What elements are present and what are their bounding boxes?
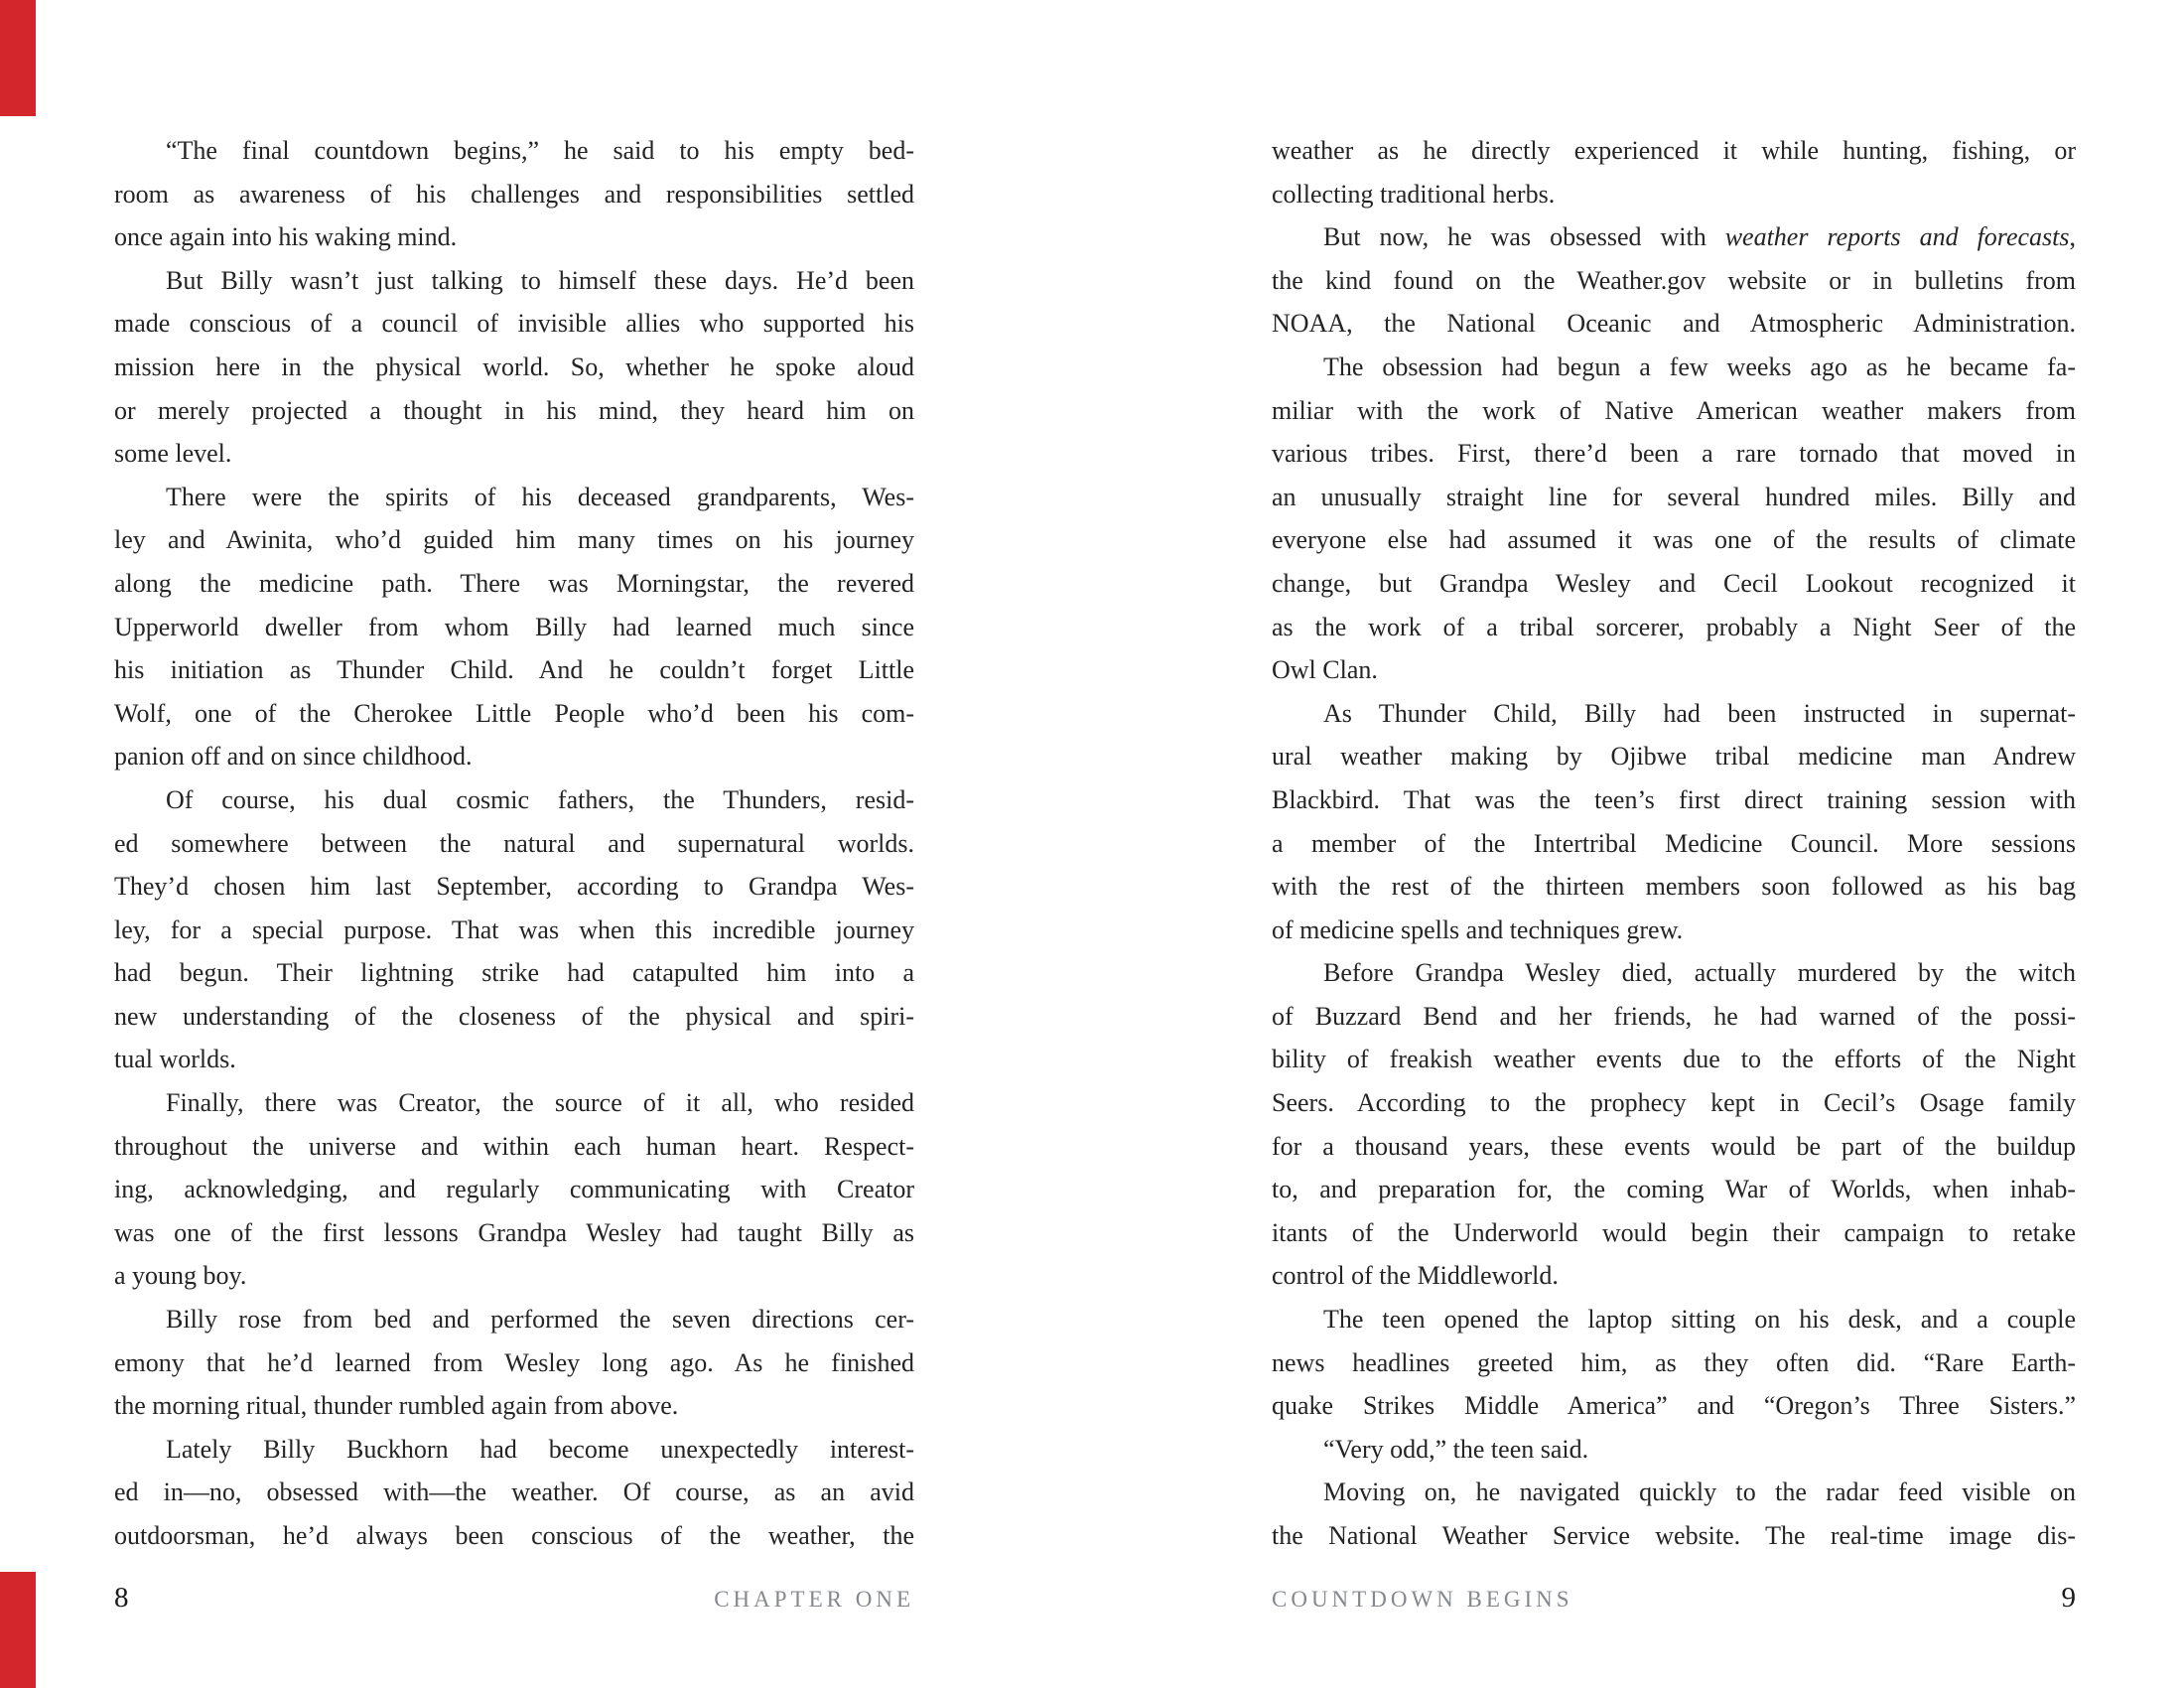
text-line: Blackbird. That was the teen’s first direct training session with <box>1272 784 2076 814</box>
paragraph <box>1272 692 2076 952</box>
page-8-text-column <box>114 129 914 1558</box>
text-line: tual worlds. <box>114 1045 236 1074</box>
text-line: throughout the universe and within each human heart. Respect- <box>114 1131 914 1161</box>
text-line: once again into his waking mind. <box>114 222 458 252</box>
paragraph <box>1272 346 2076 692</box>
text-line: They’d chosen him last September, according to Grandpa Wes- <box>114 872 914 902</box>
paragraph <box>1272 1298 2076 1428</box>
paragraph <box>1272 1471 2076 1557</box>
text-line: new understanding of the closeness of the physical and spiri- <box>114 1001 914 1031</box>
text-line: Lately Billy Buckhorn had become unexpectedly interest- <box>166 1434 914 1464</box>
running-head-left: CHAPTER ONE <box>714 1587 914 1612</box>
text-line: collecting traditional herbs. <box>1272 179 1556 209</box>
text-line: “Very odd,” the teen said. <box>1323 1434 1589 1464</box>
text-line: a member of the Intertribal Medicine Council. More sessions <box>1272 828 2076 858</box>
paragraph <box>1272 129 2076 215</box>
text-line: Moving on, he navigated quickly to the radar feed visible on <box>1323 1477 2076 1507</box>
text-line: his initiation as Thunder Child. And he couldn’t forget Little <box>114 655 914 685</box>
text-line: outdoorsman, he’d always been conscious of the weather, the <box>114 1521 914 1550</box>
red-cover-edge-bottom <box>0 1572 36 1688</box>
text-line: of medicine spells and techniques grew. <box>1272 914 1684 944</box>
text-line: the kind found on the Weather.gov website or in bulletins from <box>1272 265 2076 295</box>
text-line: had begun. Their lightning strike had catapulted him into a <box>114 958 914 988</box>
page-9-text-column <box>1272 129 2076 1558</box>
text-line: the morning ritual, thunder rumbled again from above. <box>114 1391 679 1421</box>
paragraph <box>114 1081 914 1298</box>
running-head-right: COUNTDOWN BEGINS <box>1272 1587 1573 1612</box>
text-line: The teen opened the laptop sitting on his desk, and a couple <box>1323 1305 2076 1335</box>
text-line: The obsession had begun a few weeks ago as he became fa- <box>1323 352 2076 381</box>
text-line: weather as he directly experienced it while hunting, fishing, or <box>1272 136 2076 165</box>
text-line: Wolf, one of the Cherokee Little People who’d been his com- <box>114 698 914 728</box>
text-line: an unusually straight line for several hundred miles. Billy and <box>1272 482 2076 511</box>
text-line: a young boy. <box>114 1261 247 1291</box>
text-line: news headlines greeted him, as they often did. “Rare Earth- <box>1272 1347 2076 1377</box>
page-8-footer <box>114 1582 914 1615</box>
text-line: along the medicine path. There was Morningstar, the revered <box>114 568 914 598</box>
text-line: for a thousand years, these events would be part of the buildup <box>1272 1131 2076 1161</box>
text-line: Seers. According to the prophecy kept in Cecil’s Osage family <box>1272 1088 2076 1118</box>
text-line: various tribes. First, there’d been a rare tornado that moved in <box>1272 439 2076 469</box>
text-line: everyone else had assumed it was one of the results of climate <box>1272 525 2076 555</box>
text-line: or merely projected a thought in his mind, they heard him on <box>114 395 914 425</box>
text-line: ley, for a special purpose. That was when this incredible journey <box>114 914 914 944</box>
paragraph <box>1272 1428 2076 1472</box>
text-line: ley and Awinita, who’d guided him many times on his journey <box>114 525 914 555</box>
text-line: NOAA, the National Oceanic and Atmospheric Administration. <box>1272 309 2076 339</box>
paragraph <box>114 778 914 1081</box>
text-line: with the rest of the thirteen members soon followed as his bag <box>1272 872 2076 902</box>
text-line: ed in—no, obsessed with—the weather. Of course, as an avid <box>114 1477 914 1507</box>
text-line: There were the spirits of his deceased grandparents, Wes- <box>166 482 914 511</box>
paragraph <box>1272 951 2076 1298</box>
paragraph <box>114 476 914 778</box>
paragraph <box>114 129 914 259</box>
red-cover-edge-top <box>0 0 36 116</box>
text-line: ed somewhere between the natural and supernatural worlds. <box>114 828 914 858</box>
text-line: change, but Grandpa Wesley and Cecil Lookout recognized it <box>1272 568 2076 598</box>
paragraph <box>114 259 914 476</box>
text-line: ing, acknowledging, and regularly communicating with Creator <box>114 1175 914 1204</box>
text-line: some level. <box>114 439 232 469</box>
paragraph <box>114 1428 914 1558</box>
text-line: made conscious of a council of invisible allies who supported his <box>114 309 914 339</box>
text-line: quake Strikes Middle America” and “Oregon’s Three Sisters.” <box>1272 1391 2076 1421</box>
text-line: of Buzzard Bend and her friends, he had warned of the possi- <box>1272 1001 2076 1031</box>
text-line: But now, he was obsessed with weather reports and forecasts, <box>1323 222 2076 252</box>
text-line: Finally, there was Creator, the source of it all, who resided <box>166 1088 914 1118</box>
text-line: panion off and on since childhood. <box>114 742 473 772</box>
text-line: Billy rose from bed and performed the seven directions cer- <box>166 1305 914 1335</box>
text-line: ural weather making by Ojibwe tribal medicine man Andrew <box>1272 742 2076 772</box>
text-line: itants of the Underworld would begin their campaign to retake <box>1272 1217 2076 1247</box>
text-line: as the work of a tribal sorcerer, probably a Night Seer of the <box>1272 612 2076 641</box>
text-line: control of the Middleworld. <box>1272 1261 1559 1291</box>
text-line: Of course, his dual cosmic fathers, the Thunders, resid- <box>166 784 914 814</box>
text-line: But Billy wasn’t just talking to himself these days. He’d been <box>166 265 914 295</box>
text-line: to, and preparation for, the coming War of Worlds, when inhab- <box>1272 1175 2076 1204</box>
text-line: Upperworld dweller from whom Billy had learned much since <box>114 612 914 641</box>
paragraph <box>114 1298 914 1428</box>
text-line: room as awareness of his challenges and responsibilities settled <box>114 179 914 209</box>
text-line: mission here in the physical world. So, whether he spoke aloud <box>114 352 914 381</box>
text-line: Before Grandpa Wesley died, actually murdered by the witch <box>1323 958 2076 988</box>
text-line: “The final countdown begins,” he said to his empty bed- <box>166 136 914 165</box>
page-9-footer <box>1272 1582 2076 1615</box>
text-line: bility of freakish weather events due to the efforts of the Night <box>1272 1045 2076 1074</box>
page-number-left: 8 <box>114 1582 129 1614</box>
page-number-right: 9 <box>2061 1582 2076 1614</box>
text-line: Owl Clan. <box>1272 655 1378 685</box>
paragraph <box>1272 215 2076 346</box>
text-line: emony that he’d learned from Wesley long ago. As he finished <box>114 1347 914 1377</box>
text-line: As Thunder Child, Billy had been instructed in supernat- <box>1323 698 2076 728</box>
text-line: miliar with the work of Native American weather makers from <box>1272 395 2076 425</box>
text-line: was one of the first lessons Grandpa Wesley had taught Billy as <box>114 1217 914 1247</box>
text-line: the National Weather Service website. The real-time image dis- <box>1272 1521 2076 1550</box>
